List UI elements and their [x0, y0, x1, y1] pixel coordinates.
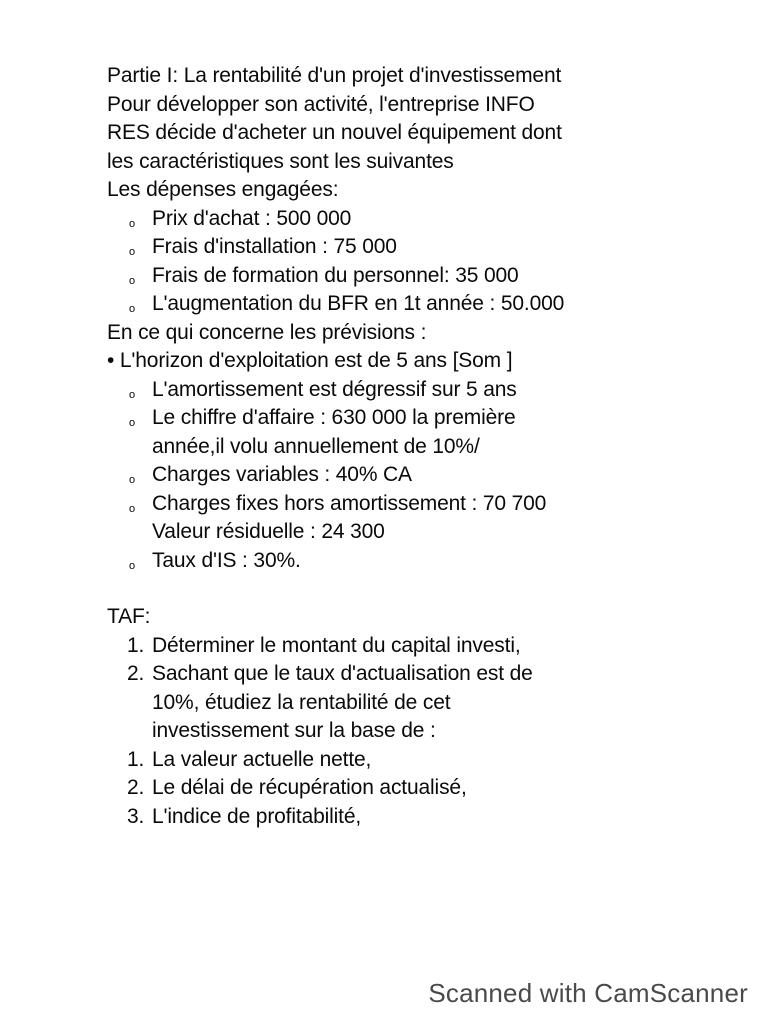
- taf-list: [107, 632, 707, 832]
- expenses-heading: Les dépenses engagées:: [107, 178, 339, 201]
- section-spacer: [107, 575, 707, 603]
- list-item: [107, 262, 707, 291]
- taf-heading: TAF:: [107, 605, 151, 628]
- forecast-main-item: • L'horizon d'exploitation est de 5 ans [Som ]: [107, 349, 513, 372]
- list-item: [107, 803, 707, 832]
- list-item-text: L'indice de profitabilité,: [152, 804, 362, 828]
- list-item-text: Frais d'installation : 75 000: [152, 235, 397, 258]
- list-item: [107, 290, 707, 319]
- list-item: [107, 632, 707, 661]
- intro-paragraph: [107, 62, 707, 176]
- list-item: [107, 376, 707, 405]
- list-item-number: 2.: [127, 662, 145, 685]
- list-item-number: 2.: [127, 776, 145, 799]
- list-item-text: o Charges variables : 40% CA: [152, 463, 412, 486]
- list-item: [107, 461, 707, 490]
- list-item-text: o Taux d'IS : 30%.: [152, 548, 301, 572]
- list-item: [107, 660, 707, 746]
- list-item: [107, 233, 707, 262]
- list-item: [107, 404, 707, 461]
- list-item: [107, 205, 707, 234]
- list-item-text: 10%, étudiez la rentabilité de cet: [152, 690, 451, 714]
- list-item: [107, 490, 707, 547]
- expenses-list: [107, 205, 707, 319]
- list-item-text: La valeur actuelle nette,: [152, 747, 372, 771]
- forecast-heading: En ce qui concerne les prévisions :: [107, 320, 427, 344]
- list-item-text: Frais de formation du personnel: 35 000: [152, 263, 519, 287]
- intro-line: Partie I: La rentabilité d'un projet d'investissement: [107, 64, 562, 87]
- list-item-text: Sachant que le taux d'actualisation est de: [152, 662, 533, 685]
- list-item-text: Le délai de récupération actualisé,: [152, 776, 467, 799]
- list-item-text: L'augmentation du BFR en 1t année : 50.000: [152, 292, 565, 315]
- list-item-number: 3.: [127, 804, 145, 828]
- list-item-text: o Le chiffre d'affaire : 630 000 la première: [152, 406, 516, 429]
- list-item: [107, 746, 707, 775]
- list-item-text: Déterminer le montant du capital investi,: [152, 633, 521, 657]
- camscanner-watermark: Scanned with CamScanner: [428, 978, 748, 1008]
- list-item: [107, 547, 707, 576]
- intro-line: RES décide d'acheter un nouvel équipement dont: [107, 121, 562, 144]
- list-item-text: Prix d'achat : 500 000: [152, 206, 352, 230]
- list-item-text: Valeur résiduelle : 24 300: [152, 520, 385, 543]
- list-item-text: o L'amortissement est dégressif sur 5 ans: [152, 377, 517, 401]
- forecast-list: [107, 376, 707, 576]
- list-item: [107, 774, 707, 803]
- list-item-text: année,il volu annuellement de 10%/: [152, 434, 480, 458]
- list-item-text: investissement sur la base de :: [152, 719, 436, 742]
- document-page: [107, 62, 707, 831]
- list-item-number: 1.: [127, 747, 145, 771]
- list-item-number: 1.: [127, 633, 145, 657]
- intro-line: les caractéristiques sont les suivantes: [107, 149, 454, 173]
- intro-line: Pour développer son activité, l'entreprise INFO: [107, 92, 535, 116]
- list-item-text: o Charges fixes hors amortissement : 70 700: [152, 491, 547, 515]
